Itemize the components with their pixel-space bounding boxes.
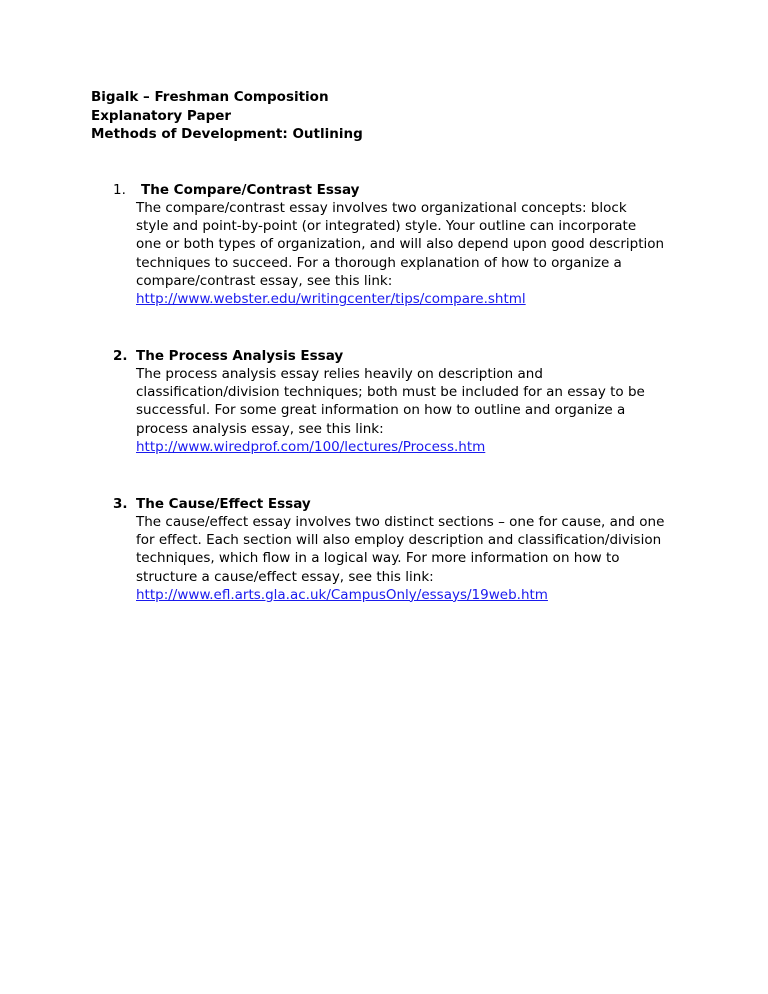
body-line: one or both types of organization, and will also depend upon good description — [136, 236, 665, 253]
body-line: for effect. Each section will also employ description and classification/division — [136, 532, 662, 549]
section-title-row — [113, 495, 713, 513]
body-line: compare/contrast essay, see this link: — [136, 272, 393, 289]
section-compare-contrast — [113, 181, 713, 308]
section-title-row — [113, 347, 713, 365]
section-heading: The Cause/Effect Essay — [136, 496, 311, 512]
section-number: 2. — [113, 348, 128, 364]
paper-type: Explanatory Paper — [91, 107, 232, 124]
section-body — [136, 513, 713, 604]
body-line: structure a cause/effect essay, see this link: — [136, 568, 434, 585]
section-heading: The Compare/Contrast Essay — [141, 182, 360, 198]
cause-effect-link[interactable]: http://www.efl.arts.gla.ac.uk/CampusOnly/essays/19web.htm — [136, 586, 548, 603]
section-body — [136, 199, 713, 308]
section-process-analysis — [113, 347, 713, 456]
body-line: classification/division techniques; both must be included for an essay to be — [136, 384, 645, 401]
document-subject: Methods of Development: Outlining — [91, 126, 363, 142]
section-body — [136, 365, 713, 456]
body-line: techniques to succeed. For a thorough explanation of how to organize a — [136, 254, 622, 271]
compare-contrast-link[interactable]: http://www.webster.edu/writingcenter/tips/compare.shtml — [136, 291, 526, 308]
body-line: The compare/contrast essay involves two organizational concepts: block — [136, 200, 627, 216]
document-header — [91, 88, 363, 144]
body-line: The process analysis essay relies heavily on description and — [136, 366, 543, 382]
body-line: successful. For some great information on how to outline and organize a — [136, 402, 626, 419]
section-cause-effect — [113, 495, 713, 604]
body-line: techniques, which flow in a logical way. For more information on how to — [136, 550, 620, 567]
body-line: process analysis essay, see this link: — [136, 420, 384, 437]
process-analysis-link[interactable]: http://www.wiredprof.com/100/lectures/Process.htm — [136, 438, 486, 455]
section-number: 3. — [113, 496, 128, 512]
section-heading: The Process Analysis Essay — [136, 348, 344, 364]
course-title: Bigalk – Freshman Composition — [91, 89, 329, 105]
section-title-row — [113, 181, 713, 199]
body-line: The cause/effect essay involves two distinct sections – one for cause, and one — [136, 514, 665, 530]
section-number: 1. — [113, 182, 126, 198]
body-line: style and point-by-point (or integrated) style. Your outline can incorporate — [136, 218, 637, 235]
